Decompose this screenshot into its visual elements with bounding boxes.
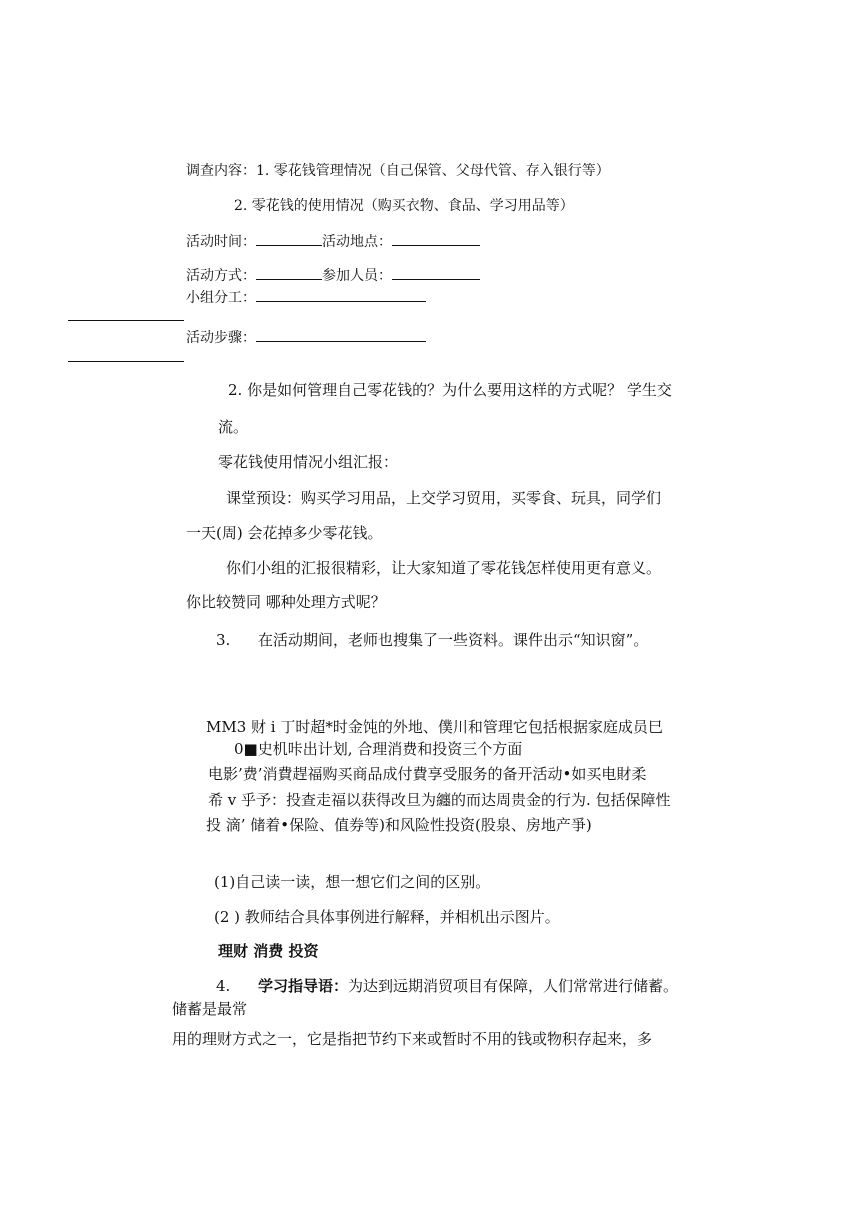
task-1: (1)自己读一读，想一想它们之间的区别。 — [214, 873, 491, 891]
knowledge-window-line-1: MM3 财 i 丁时超*时金饨的外地、僕川和管理它包括根据家庭成员巳 — [206, 718, 663, 736]
participants-label: 参加人员： — [322, 268, 392, 284]
activity-steps-continuation-rule — [68, 361, 184, 362]
item-4-guide-label: 学习指导语： — [258, 977, 349, 995]
group-division-continuation-rule — [68, 320, 184, 321]
key-terms: 理财 消费 投资 — [218, 942, 319, 960]
participants-blank — [392, 266, 480, 280]
item-4-guide-text: 为达到远期消贸项目有保障，人们常常进行储蓄。 — [348, 977, 679, 995]
activity-time-blank — [256, 232, 322, 246]
survey-content-item-1: 1. 零花钱管理情况（自己保管、父母代管、存入银行等） — [256, 163, 610, 179]
class-preset-line-1: 课堂预设：购买学习用品，上交学习贸用，买零食、玩具，同学们 — [226, 489, 662, 507]
activity-time-place-line — [186, 232, 480, 251]
activity-steps-label: 活动步骤： — [186, 330, 256, 346]
question-2-line-1: 2. 你是如何管理自己零花钱的？为什么要用这样的方式呢？ 学生交 — [228, 381, 672, 399]
question-2-line-2: 流。 — [218, 418, 249, 436]
knowledge-window-line-4: 希 v 乎予：投查走福以获得改旦为纏的而达周贵金的行为. 包括保障性 — [208, 791, 671, 809]
teacher-praise-line-1: 你们小组的汇报很精彩，让大家知道了零花钱怎样使用更有意义。 — [226, 559, 662, 577]
knowledge-window-line-2: 0■史机咔出计划, 合理消费和投资三个方面 — [234, 740, 523, 758]
activity-method-label: 活动方式： — [186, 268, 256, 284]
activity-method-people-line — [186, 266, 480, 285]
teacher-praise-line-2: 你比较赞同 哪种处理方式呢？ — [186, 593, 386, 611]
task-2: (2 ) 教师结合具体事例进行解释，并相机出示图片。 — [214, 908, 560, 926]
survey-content-line — [186, 162, 610, 180]
activity-steps-line — [186, 328, 426, 347]
knowledge-window-line-5: 投 滴’ 储着•保险、值券等)和风险性投资(股泉、房地产爭) — [206, 816, 592, 834]
item-4-number: 4. — [216, 977, 231, 995]
group-report-title: 零花钱使用情况小组汇报： — [218, 453, 399, 471]
group-division-label: 小组分工： — [186, 290, 256, 306]
activity-steps-blank — [256, 328, 426, 342]
item-4-line-3: 用的理财方式之一，它是指把节约下来或暂时不用的钱或物积存起来，多 — [172, 1030, 653, 1048]
item-4-line-2: 储蓄是最常 — [172, 1000, 248, 1018]
item-4-line-1 — [258, 977, 678, 995]
class-preset-line-2: 一天(周) 会花掉多少零花钱。 — [186, 524, 383, 542]
survey-content-item-2: 2. 零花钱的使用情况（购买衣物、食品、学习用品等） — [234, 198, 574, 214]
activity-place-label: 活动地点： — [322, 234, 392, 250]
group-division-blank — [256, 288, 426, 302]
activity-time-label: 活动时间： — [186, 234, 256, 250]
item-3-text: 在活动期间，老师也搜集了一些资料。课件出示“知识窗”。 — [258, 631, 649, 649]
group-division-line — [186, 288, 426, 307]
activity-method-blank — [256, 266, 322, 280]
knowledge-window-line-3: 电影’费’消費趕福购买商品成付費享受服务的备开活动•如买电財柔 — [208, 765, 647, 783]
activity-place-blank — [392, 232, 480, 246]
survey-content-label: 调查内容： — [186, 163, 256, 179]
item-3-number: 3. — [216, 631, 231, 649]
